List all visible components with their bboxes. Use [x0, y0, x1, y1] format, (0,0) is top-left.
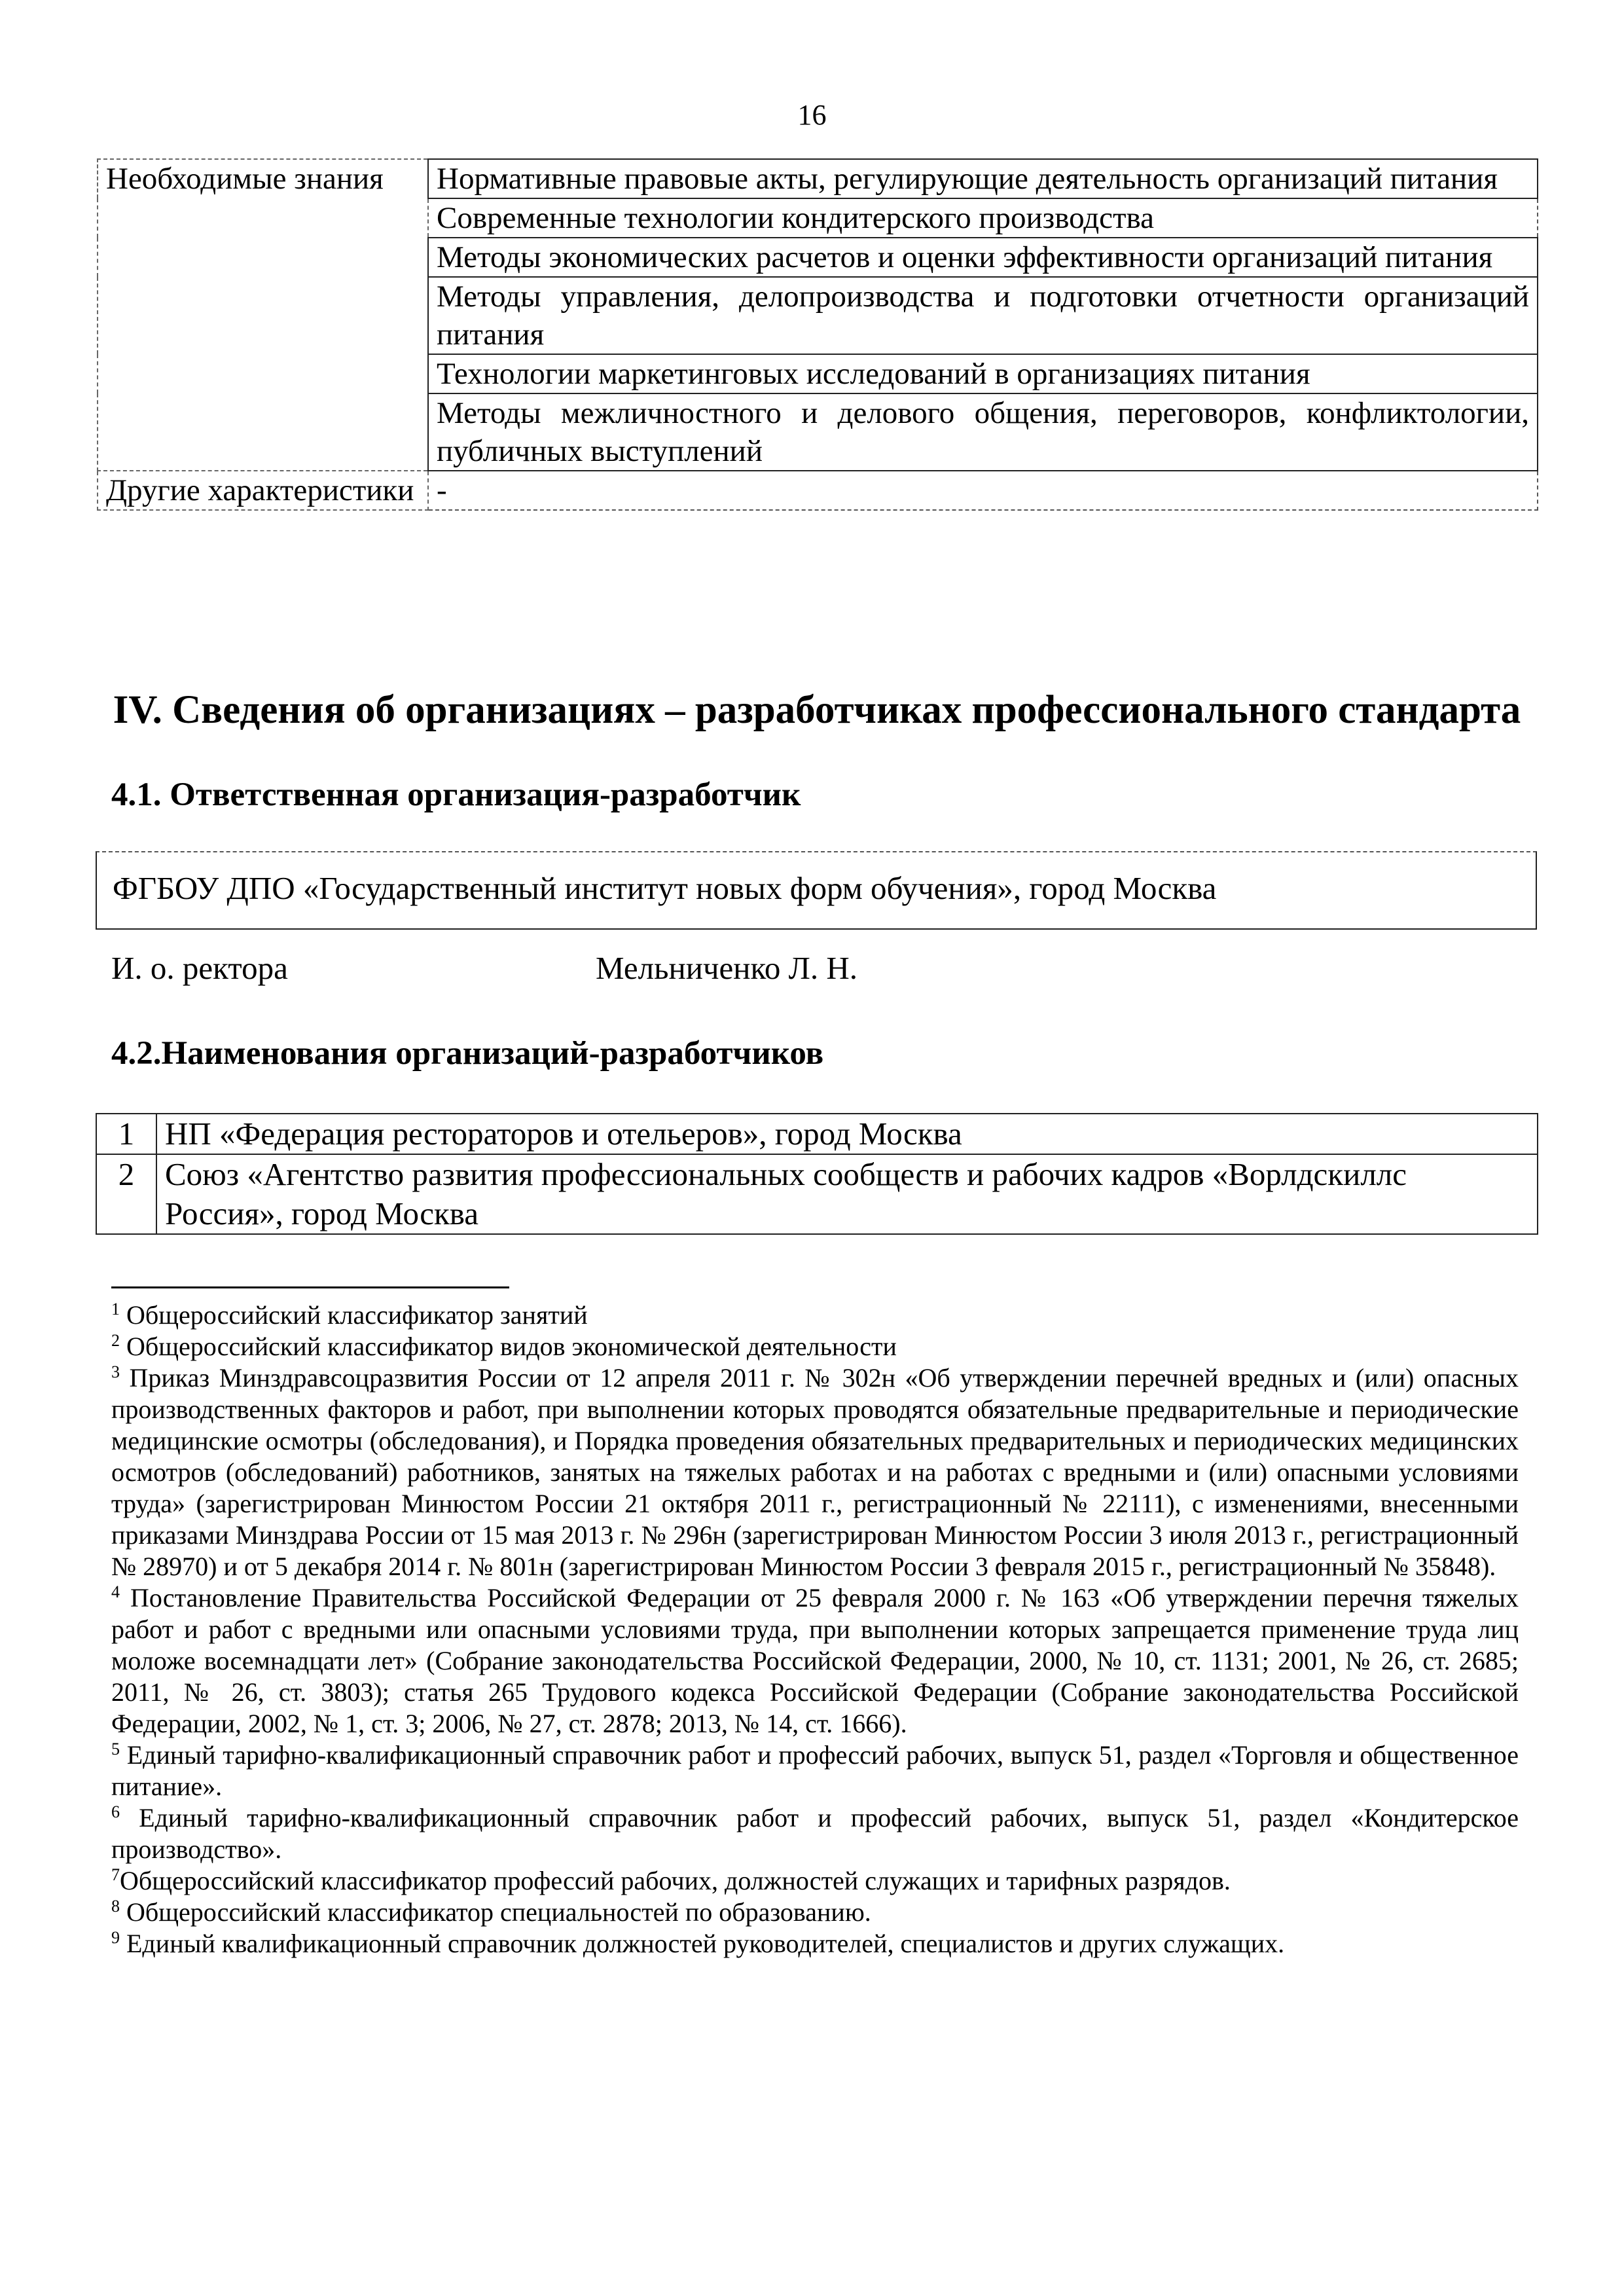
- table-row: [98, 159, 1538, 198]
- footnote-text: Общероссийский классификатор видов экономической деятельности: [126, 1332, 897, 1361]
- footnote-text: Приказ Минздравсоцразвития России от 12 апреля 2011 г. № 302н «Об утверждении перечней вредных и (или) опасных производственных факторов и работ, при выполнении которых проводятся обязательные предварительные и периодические медицинские осмотры (обследования), и Порядка проведения обязательных предварительных и периодических медицинских осмотров (обследований) работников, занятых на тяжелых работах и на работах с вредными и (или) опасными условиями труда» (зарегистрирован Минюстом России 21 октября 2011 г., регистрационный № 22111), с изменениями, внесенными приказами Минздрава России от 15 мая 2013 г. № 296н (зарегистрирован Минюстом России 3 июля 2013 г., регистрационный № 28970) и от 5 декабря 2014 г. № 801н (зарегистрирован Минюстом России 3 февраля 2015 г., регистрационный № 35848).: [111, 1363, 1519, 1581]
- footnote-text: Общероссийский классификатор специальностей по образованию.: [126, 1897, 871, 1927]
- footnote: [111, 1362, 1519, 1582]
- footnote: [111, 1802, 1519, 1865]
- knowledge-item: Современные технологии кондитерского производства: [428, 198, 1538, 238]
- footnote: [111, 1582, 1519, 1740]
- requirements-table: [97, 158, 1538, 511]
- footnote-number: 2: [111, 1331, 120, 1350]
- footnote-separator: [111, 1286, 509, 1288]
- table-row: [96, 1114, 1538, 1154]
- footnote-number: 8: [111, 1897, 120, 1916]
- subsection-title: 4.2.Наименования организаций-разработчиков: [111, 1035, 824, 1072]
- developer-name: НП «Федерация рестораторов и отельеров», город Москва: [156, 1114, 1538, 1154]
- footnote: [111, 1300, 1519, 1331]
- footnote-number: 4: [111, 1582, 120, 1601]
- footnote: [111, 1331, 1519, 1362]
- footnote-text: Единый тарифно-квалификационный справочник работ и профессий рабочих, выпуск 51, раздел «Торговля и общественное питание».: [111, 1740, 1519, 1801]
- footnote: [111, 1928, 1519, 1959]
- knowledge-item: Технологии маркетинговых исследований в организациях питания: [428, 354, 1538, 393]
- footnote-text: Постановление Правительства Российской Федерации от 25 февраля 2000 г. № 163 «Об утверждении перечня тяжелых работ и работ с вредными или опасными условиями труда, при выполнении которых запрещается применение труда лиц моложе восемнадцати лет» (Собрание законодательства Российской Федерации, 2000, № 10, ст. 1131; 2001, № 26, ст. 2685; 2011, № 26, ст. 3803); статья 265 Трудового кодекса Российской Федерации (Собрание законодательства Российской Федерации, 2002, № 1, ст. 3; 2006, № 27, ст. 2878; 2013, № 14, ст. 1666).: [111, 1583, 1519, 1738]
- knowledge-item: Методы экономических расчетов и оценки эффективности организаций питания: [428, 238, 1538, 277]
- table-row: [96, 1154, 1538, 1234]
- responsible-org-name: ФГБОУ ДПО «Государственный институт новых форм обучения», город Москва: [113, 870, 1217, 906]
- footnote-number: 5: [111, 1740, 120, 1758]
- page-number: 16: [797, 99, 827, 131]
- footnotes: [111, 1300, 1519, 1959]
- knowledge-item: Нормативные правовые акты, регулирующие деятельность организаций питания: [428, 159, 1538, 198]
- footnote-text: Единый тарифно-квалификационный справочник работ и профессий рабочих, выпуск 51, раздел «Кондитерское производство».: [111, 1803, 1519, 1864]
- footnote: [111, 1865, 1519, 1897]
- signatory-position: И. о. ректора: [111, 950, 288, 986]
- other-characteristics-value: -: [428, 471, 1538, 510]
- footnote-number: 3: [111, 1362, 120, 1381]
- responsible-org-box: [96, 851, 1537, 930]
- knowledge-label: Необходимые знания: [98, 159, 428, 471]
- developer-number: 2: [96, 1154, 156, 1234]
- table-row: [98, 471, 1538, 510]
- footnote: [111, 1740, 1519, 1802]
- footnote: [111, 1897, 1519, 1928]
- footnote-number: 7: [111, 1865, 120, 1884]
- signatory-name: Мельниченко Л. Н.: [596, 950, 857, 986]
- developers-table: [96, 1113, 1538, 1235]
- footnote-number: 6: [111, 1802, 120, 1821]
- footnote-text: Общероссийский классификатор занятий: [126, 1300, 588, 1330]
- developer-number: 1: [96, 1114, 156, 1154]
- section-title: IV. Сведения об организациях – разработчиках профессионального стандарта: [113, 688, 1521, 732]
- knowledge-item: Методы межличностного и делового общения, переговоров, конфликтологии, публичных выступлений: [428, 393, 1538, 471]
- footnote-number: 1: [111, 1300, 120, 1319]
- footnote-number: 9: [111, 1928, 120, 1947]
- knowledge-item: Методы управления, делопроизводства и подготовки отчетности организаций питания: [428, 277, 1538, 354]
- developer-name: Союз «Агентство развития профессиональных сообществ и рабочих кадров «Ворлдскиллс Россия», город Москва: [156, 1154, 1538, 1234]
- footnote-text: Единый квалификационный справочник должностей руководителей, специалистов и других служащих.: [126, 1929, 1285, 1958]
- other-characteristics-label: Другие характеристики: [98, 471, 428, 510]
- subsection-title: 4.1. Ответственная организация-разработчик: [111, 776, 801, 813]
- footnote-text: Общероссийский классификатор профессий рабочих, должностей служащих и тарифных разрядов.: [120, 1866, 1231, 1895]
